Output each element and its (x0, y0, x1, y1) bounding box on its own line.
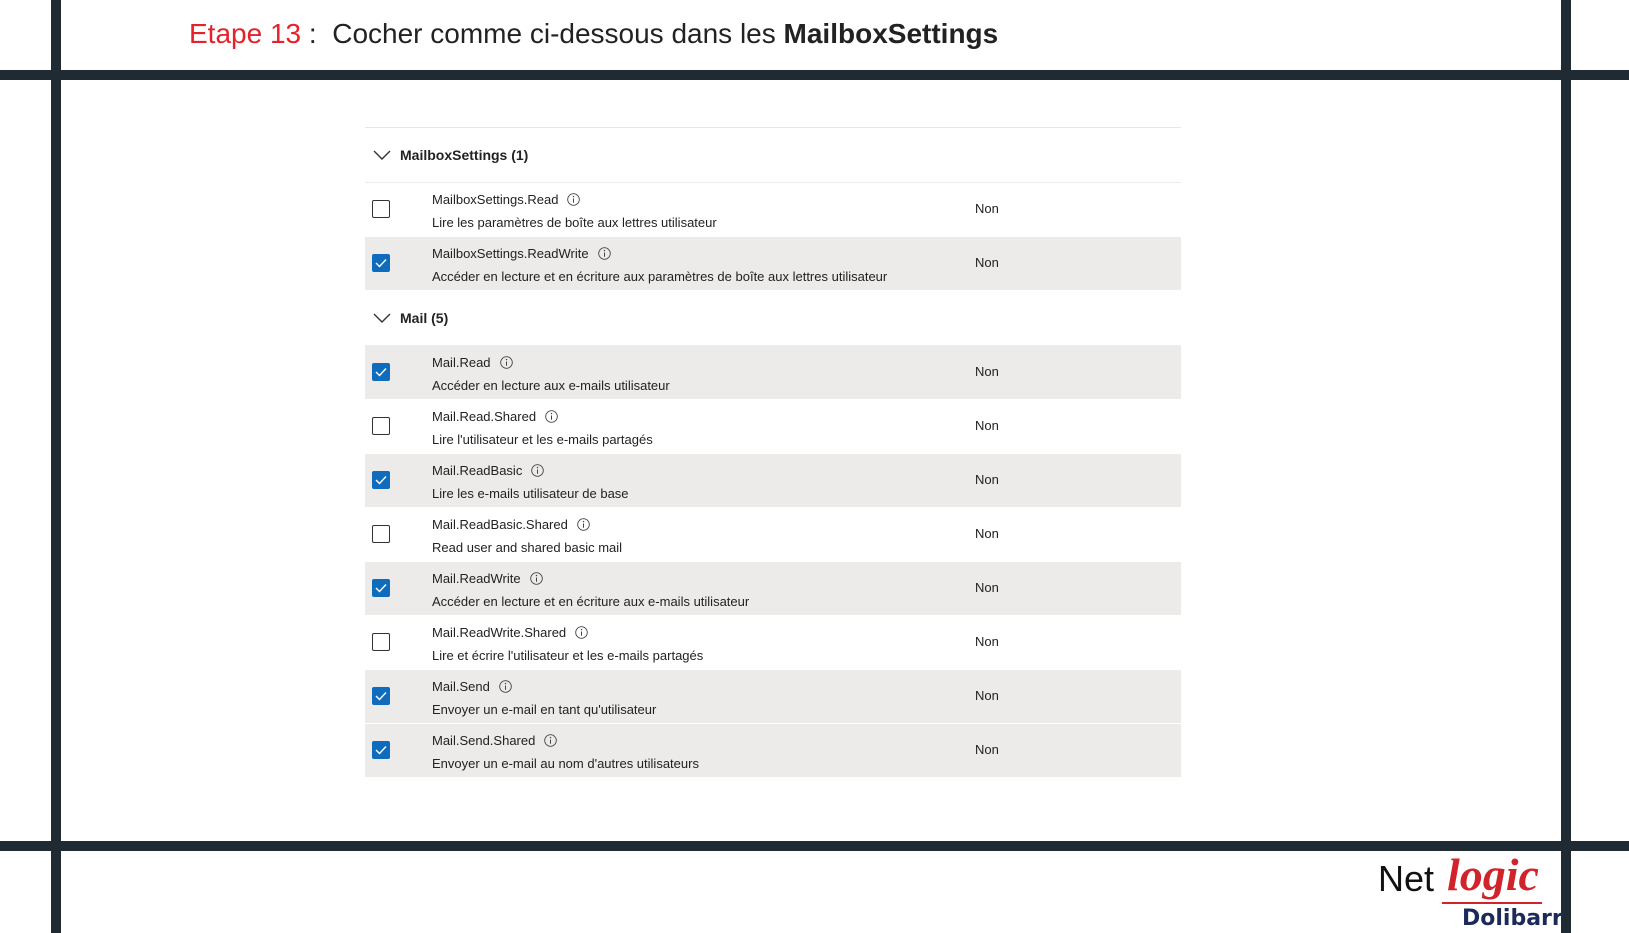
permission-description: Read user and shared basic mail (432, 540, 623, 555)
logo-logic-text: logic (1447, 849, 1539, 900)
info-icon[interactable] (499, 680, 512, 693)
permission-row[interactable] (365, 562, 1181, 616)
logo-dolibarr-text: Dolibarr (1462, 906, 1563, 931)
permission-row[interactable] (365, 237, 1181, 291)
info-icon[interactable] (500, 356, 513, 369)
permission-description: Accéder en lecture aux e-mails utilisateur (432, 378, 670, 393)
permission-description: Envoyer un e-mail en tant qu'utilisateur (432, 702, 657, 717)
step-highlight: MailboxSettings (783, 18, 999, 49)
admin-consent-value: Non (975, 688, 999, 703)
permission-name-text: Mail.Send (432, 679, 490, 694)
permission-checkbox[interactable] (372, 471, 390, 489)
permission-name (432, 246, 611, 261)
permission-row[interactable] (365, 670, 1181, 724)
permission-checkbox[interactable] (372, 633, 390, 651)
info-icon[interactable] (577, 518, 590, 531)
permission-name-text: Mail.ReadWrite.Shared (432, 625, 567, 640)
permission-name-text: Mail.Send.Shared (432, 733, 536, 748)
logo-underline (1442, 902, 1542, 904)
admin-consent-value: Non (975, 418, 999, 433)
group-title: Mail (5) (400, 310, 449, 326)
admin-consent-value: Non (975, 201, 999, 216)
info-icon[interactable] (544, 734, 557, 747)
info-icon[interactable] (530, 572, 543, 585)
step-label: Etape 13 (189, 18, 302, 49)
permission-checkbox[interactable] (372, 417, 390, 435)
permission-name (432, 463, 544, 478)
frame-right-border (1561, 0, 1571, 933)
permission-description: Envoyer un e-mail au nom d'autres utilisateurs (432, 756, 699, 771)
permission-name (432, 625, 588, 640)
permission-name-text: Mail.Read.Shared (432, 409, 537, 424)
permission-name-text: Mail.ReadBasic.Shared (432, 517, 568, 532)
permission-name (432, 733, 557, 748)
logo-net-text: Net (1378, 858, 1435, 899)
permission-checkbox[interactable] (372, 741, 390, 759)
permission-checkbox[interactable] (372, 363, 390, 381)
permission-description: Lire les paramètres de boîte aux lettres utilisateur (432, 215, 717, 230)
permission-checkbox[interactable] (372, 254, 390, 272)
permission-description: Lire l'utilisateur et les e-mails partagés (432, 432, 653, 447)
step-title (189, 14, 998, 54)
group-header[interactable] (365, 128, 1181, 183)
permission-name (432, 679, 512, 694)
frame-left-border (51, 0, 61, 933)
permission-description: Accéder en lecture et en écriture aux e-mails utilisateur (432, 594, 750, 609)
permission-row[interactable] (365, 454, 1181, 508)
info-icon[interactable] (598, 247, 611, 260)
permission-name (432, 571, 543, 586)
step-separator: : (301, 18, 333, 49)
info-icon[interactable] (531, 464, 544, 477)
permission-description: Accéder en lecture et en écriture aux paramètres de boîte aux lettres utilisateur (432, 269, 888, 284)
permission-row[interactable] (365, 183, 1181, 237)
permission-row[interactable] (365, 616, 1181, 670)
permission-name-text: MailboxSettings.ReadWrite (432, 246, 589, 261)
admin-consent-value: Non (975, 472, 999, 487)
permission-name (432, 192, 580, 207)
step-text: Cocher comme ci-dessous dans les (332, 18, 784, 49)
permission-name (432, 355, 513, 370)
permission-row[interactable] (365, 724, 1181, 778)
admin-consent-value: Non (975, 580, 999, 595)
permission-name (432, 409, 558, 424)
permissions-panel (365, 127, 1181, 778)
group-title: MailboxSettings (1) (400, 147, 529, 163)
permission-name-text: Mail.Read (432, 355, 491, 370)
permission-row[interactable] (365, 346, 1181, 400)
chevron-down-icon[interactable] (372, 145, 392, 165)
permission-checkbox[interactable] (372, 200, 390, 218)
admin-consent-value: Non (975, 526, 999, 541)
admin-consent-value: Non (975, 634, 999, 649)
permission-description: Lire et écrire l'utilisateur et les e-mails partagés (432, 648, 704, 663)
permission-name-text: Mail.ReadBasic (432, 463, 523, 478)
netlogic-logo (1376, 849, 1563, 933)
permission-description: Lire les e-mails utilisateur de base (432, 486, 629, 501)
permission-name-text: Mail.ReadWrite (432, 571, 521, 586)
admin-consent-value: Non (975, 364, 999, 379)
info-icon[interactable] (545, 410, 558, 423)
info-icon[interactable] (575, 626, 588, 639)
frame-top-divider (0, 70, 1629, 80)
admin-consent-value: Non (975, 255, 999, 270)
permission-checkbox[interactable] (372, 525, 390, 543)
chevron-down-icon[interactable] (372, 308, 392, 328)
permission-checkbox[interactable] (372, 687, 390, 705)
permission-row[interactable] (365, 400, 1181, 454)
info-icon[interactable] (567, 193, 580, 206)
permission-checkbox[interactable] (372, 579, 390, 597)
frame-bottom-divider (0, 841, 1629, 851)
permission-name-text: MailboxSettings.Read (432, 192, 559, 207)
permission-name (432, 517, 590, 532)
permission-row[interactable] (365, 508, 1181, 562)
admin-consent-value: Non (975, 742, 999, 757)
group-header[interactable] (365, 291, 1181, 346)
